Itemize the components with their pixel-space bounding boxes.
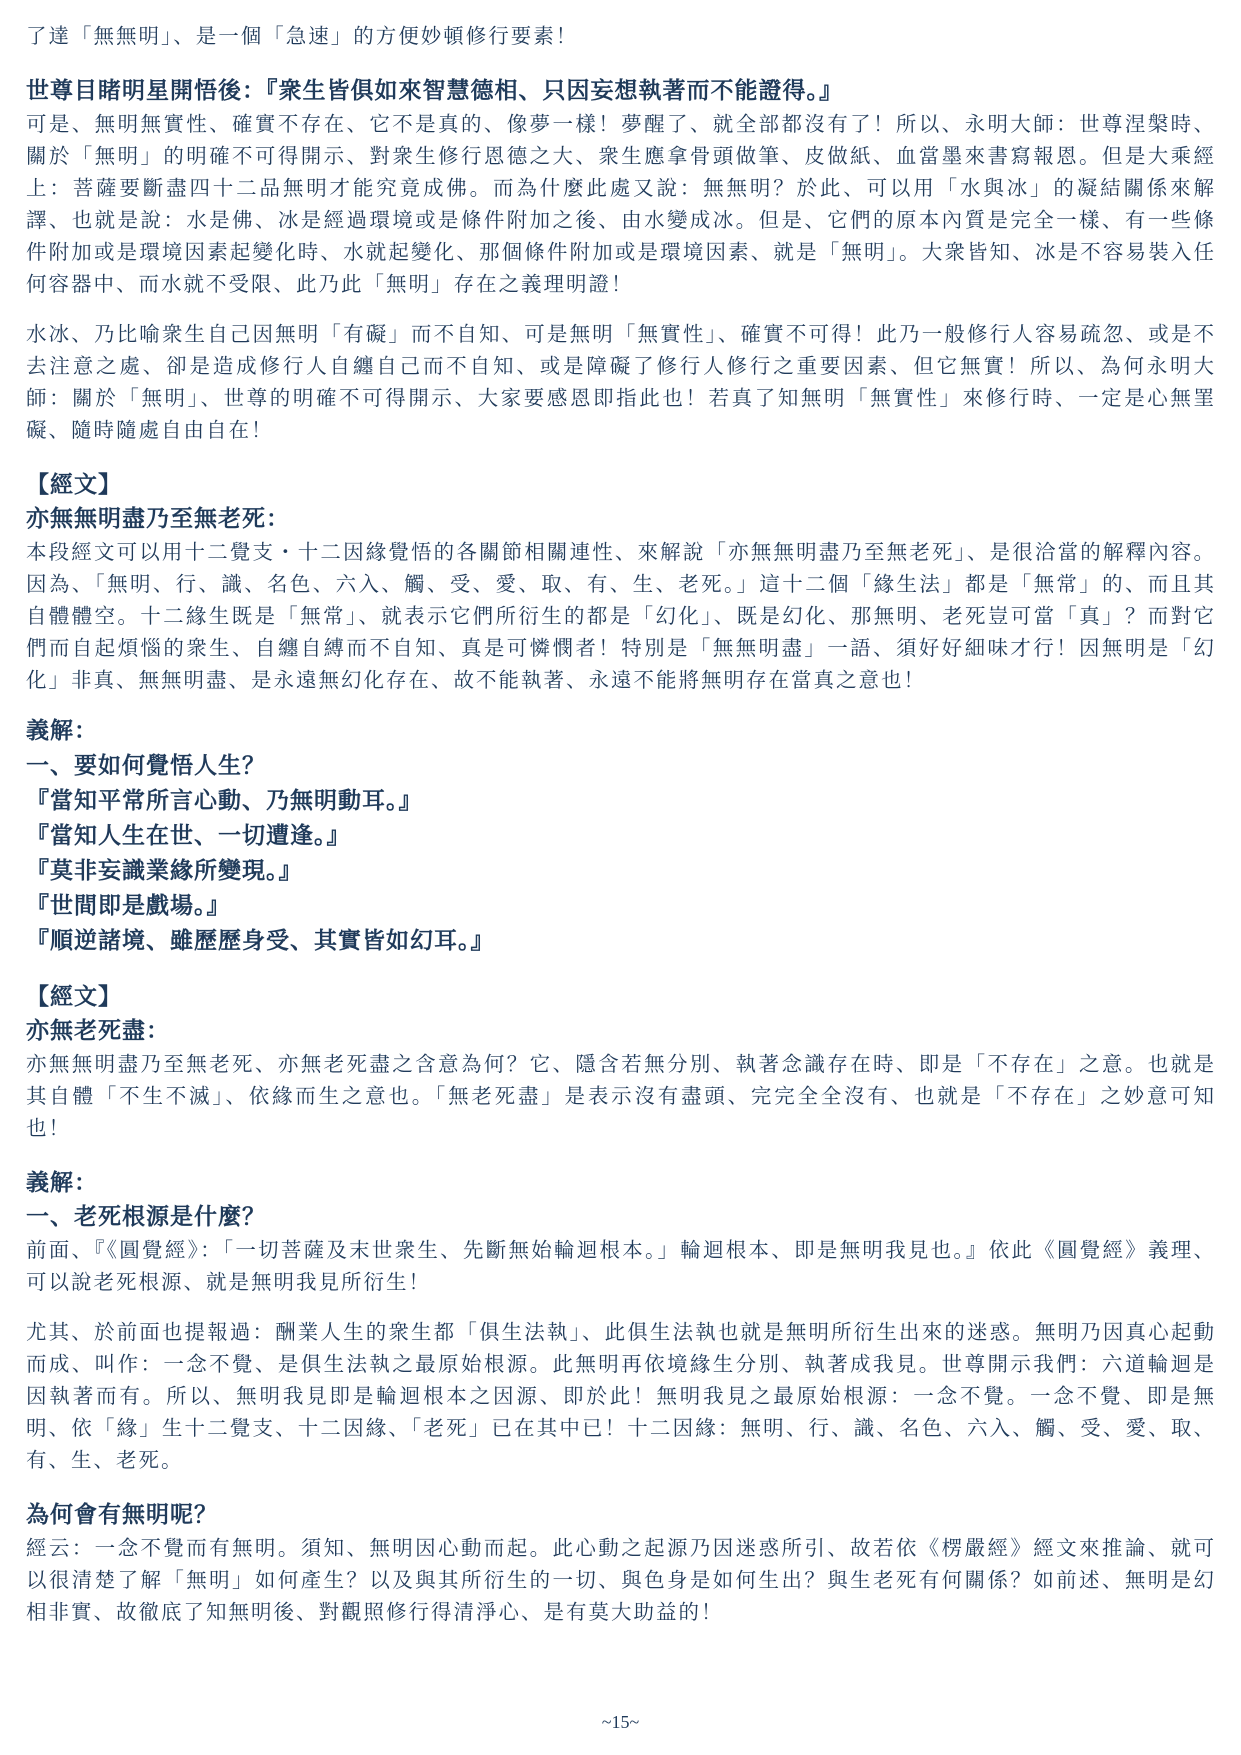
paragraph-innate-attachment: 尤其、於前面也提報過：酬業人生的衆生都「俱生法執」、此俱生法執也就是無明所衍生出來的迷惑。無明乃因真心起動而成、叫作：一念不覺、是俱生法執之最原始根源。此無明再依境緣生分別、執著成我見。世尊開示我們：六道輪迴是因執著而有。所以、無明我見即是輪迴根本之因源、即於此！無明我見之最原始根源：一念不覺。一念不覺、即是無明、依「緣」生十二覺支、十二因緣、「老死」已在其中已！十二因緣：無明、行、識、名色、六入、觸、受、愛、取、有、生、老死。 (26, 1320, 1216, 1472)
paragraph-no-old-age: 亦無無明盡乃至無老死、亦無老死盡之含意為何？它、隱含若無分別、執著念識存在時、即是「不存在」之意。也就是其自體「不生不滅」、依緣而生之意也。「無老死盡」是表示沒有盡頭、完完全全沒有、也就是「不存在」之妙意可知也！ (26, 1052, 1216, 1140)
document-page (26, 20, 1216, 1628)
heading-enlightenment: 世尊目睹明星開悟後：『衆生皆俱如來智慧德相、只因妄想執著而不能證得。』 (26, 77, 843, 104)
meaning-heading: 一、要如何覺悟人生？ (26, 752, 266, 779)
paragraph-origin: 前面、『《圓覺經》：「一切菩薩及末世衆生、先斷無始輪迴根本。」輪迴根本、即是無明我見也。』依此《圓覺經》義理、可以說老死根源、就是無明我見所衍生！ (26, 1238, 1216, 1294)
paragraph-water-ice: 可是、無明無實性、確實不存在、它不是真的、像夢一樣！夢醒了、就全部都沒有了！所以、永明大師：世尊涅槃時、關於「無明」的明確不可得開示、對衆生修行恩德之大、衆生應拿骨頭做筆、皮做紙、血當墨來書寫報恩。但是大乘經上：菩薩要斷盡四十二品無明才能究竟成佛。而為什麼此處又說：無無明？於此、可以用「水與冰」的凝結關係來解譯、也就是說：水是佛、冰是經過環境或是條件附加之後、由水變成冰。但是、它們的原本內質是完全一樣、有一些條件附加或是環境因素起變化時、水就起變化、那個條件附加或是環境因素、就是「無明」。大衆皆知、冰是不容易裝入任何容器中、而水就不受限、此乃此「無明」存在之義理明證！ (26, 112, 1216, 296)
intro-line: 了達「無無明」、是一個「急速」的方便妙頓修行要素！ (26, 24, 579, 48)
quote-line: 『當知平常所言心動、乃無明動耳。』 (26, 787, 423, 814)
quote-line: 『順逆諸境、雖歷歷身受、其實皆如幻耳。』 (26, 927, 495, 954)
paragraph-cause-of-ignorance: 經云：一念不覺而有無明。須知、無明因心動而起。此心動之起源乃因迷惑所引、故若依《楞嚴經》經文來推論、就可以很清楚了解「無明」如何產生？以及與其所衍生的一切、與色身是如何生出？與生老死有何關係？如前述、無明是幻相非實、故徹底了知無明後、對觀照修行得清淨心、是有莫大助益的！ (26, 1536, 1216, 1624)
quote-line: 『莫非妄識業緣所變現。』 (26, 857, 303, 884)
quote-line: 『當知人生在世、一切遭逢。』 (26, 822, 351, 849)
meaning-heading: 一、老死根源是什麼？ (26, 1203, 266, 1230)
sutra-text: 亦無無明盡乃至無老死： (26, 505, 290, 532)
paragraph-twelve-links: 本段經文可以用十二覺支・十二因緣覺悟的各關節相關連性、來解說「亦無無明盡乃至無老死」、是很洽當的解釋內容。因為、「無明、行、識、名色、六入、觸、受、愛、取、有、生、老死。」這十二個「緣生法」都是「無常」的、而且其自體體空。十二緣生既是「無常」、就表示它們所衍生的都是「幻化」、既是幻化、那無明、老死豈可當「真」？而對它們而自起煩惱的衆生、自纏自縛而不自知、真是可憐憫者！特別是「無無明盡」一語、須好好細味才行！因無明是「幻化」非真、無無明盡、是永遠無幻化存在、故不能執著、永遠不能將無明存在當真之意也！ (26, 540, 1216, 692)
sutra-text: 亦無老死盡： (26, 1017, 170, 1044)
question-heading: 為何會有無明呢？ (26, 1501, 218, 1528)
paragraph-no-reality: 水冰、乃比喻衆生自己因無明「有礙」而不自知、可是無明「無實性」、確實不可得！此乃一般修行人容易疏忽、或是不去注意之處、卻是造成修行人自纏自己而不自知、或是障礙了修行人修行之重要因素、但它無實！所以、為何永明大師：關於「無明」、世尊的明確不可得開示、大家要感恩即指此也！若真了知無明「無實性」來修行時、一定是心無罣礙、隨時隨處自由自在！ (26, 322, 1216, 442)
sutra-label: 【經文】 (26, 983, 122, 1010)
page-number: ~15~ (601, 1712, 640, 1732)
meaning-label: 義解： (26, 717, 98, 744)
quote-line: 『世間即是戲場。』 (26, 892, 231, 919)
meaning-label: 義解： (26, 1169, 98, 1196)
sutra-label: 【經文】 (26, 471, 122, 498)
